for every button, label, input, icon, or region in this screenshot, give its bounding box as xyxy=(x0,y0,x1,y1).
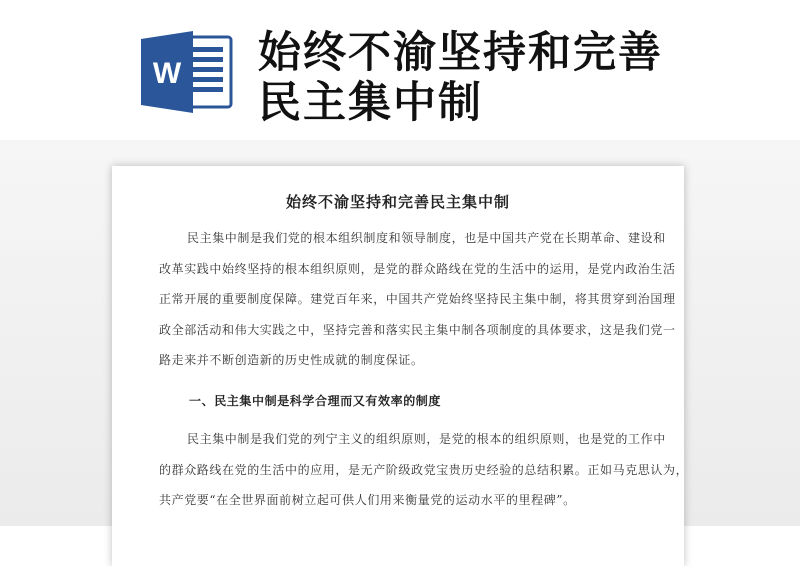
paragraph-2-line: 共产党要“在全世界面前树立起可供人们用来衡量党的运动水平的里程碑”。 xyxy=(159,493,576,507)
paragraph-1-line: 民主集中制是我们党的根本组织制度和领导制度，也是中国共产党在长期革命、建设和 xyxy=(187,231,666,245)
document-title: 始终不渝坚持和完善民主集中制 xyxy=(285,193,510,211)
paragraph-2-line: 民主集中制是我们党的列宁主义的组织原则，是党的根本的组织原则，也是党的工作中 xyxy=(187,432,666,446)
word-document-icon xyxy=(141,31,233,113)
paragraph-2 xyxy=(159,424,689,516)
paragraph-1-line: 正常开展的重要制度保障。建党百年来，中国共产党始终坚持民主集中制，将其贯穿到治国理 xyxy=(159,292,676,306)
paragraph-1 xyxy=(159,223,676,376)
header-banner xyxy=(0,0,800,150)
svg-text:W: W xyxy=(152,57,182,90)
document-page xyxy=(112,166,689,566)
banner-title-line-2: 民主集中制 xyxy=(258,78,483,128)
banner-title-line-1: 始终不渝坚持和完善 xyxy=(258,28,663,78)
paragraph-1-line: 政全部活动和伟大实践之中，坚持完善和落实民主集中制各项制度的具体要求，这是我们党一 xyxy=(159,322,676,337)
paragraph-2-line: 的群众路线在党的生活中的应用，是无产阶级政党宝贵历史经验的总结积累。正如马克思认为， xyxy=(159,462,689,477)
banner-title xyxy=(258,28,663,128)
paragraph-1-line: 路走来并不断创造新的历史性成就的制度保证。 xyxy=(159,353,424,367)
paragraph-1-line: 改革实践中始终坚持的根本组织原则，是党的群众路线在党的生活中的运用，是党内政治生活 xyxy=(159,261,676,276)
section-heading: 一、民主集中制是科学合理而又有效率的制度 xyxy=(189,394,442,408)
